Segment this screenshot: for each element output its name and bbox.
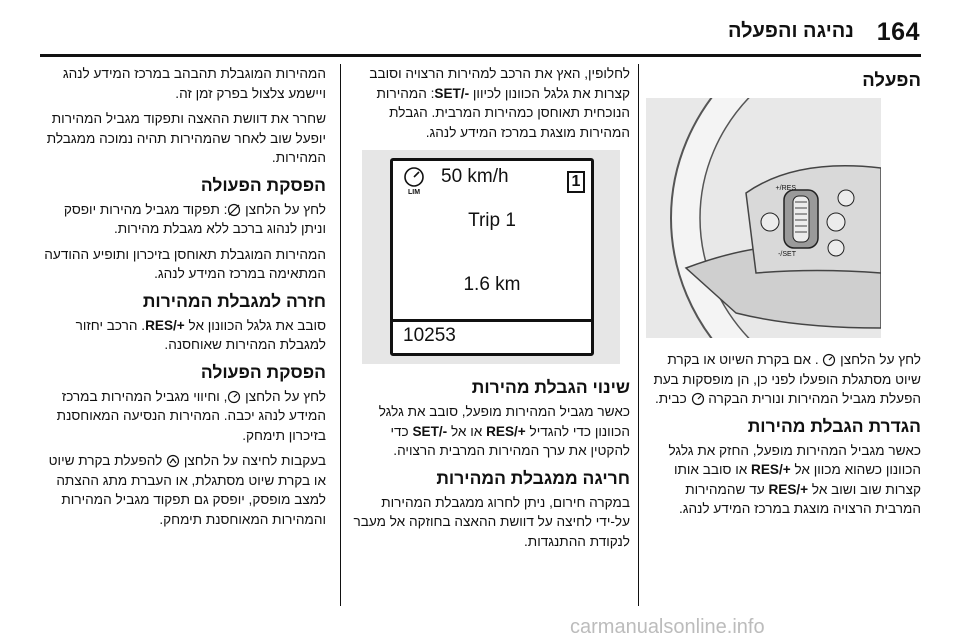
paragraph-deactivate: לחץ על הלחצן : תפקוד מגביל מהירות יופסק וניתן לנהוג ברכב ללא מגבלת מהירות. (63, 201, 326, 236)
chapter-title: נהיגה והפעלה (728, 20, 854, 42)
paragraph-resume: סובב את גלגל הכוונון אל RES/+. הרכב יחזור למגבלת המהירות שאוחסנה. (75, 317, 326, 352)
paragraph-stored-speed: המהירות המוגבלת תאוחסן בזיכרון ותופיע ההודעה המתאימה במרכז המידע לנהג. (44, 246, 326, 281)
column-divider-left (340, 64, 341, 606)
wheel-label-res: RES/+ (775, 185, 796, 192)
heading-deactivate: הפסקת הפעולה (200, 174, 326, 195)
display-distance: 1.6 km (463, 274, 521, 295)
cruise-control-icon (166, 454, 180, 468)
heading-deactivate-2: הפסקת הפעולה (200, 361, 326, 382)
steering-wheel-svg (646, 98, 881, 338)
display-screen (390, 158, 594, 356)
driver-information-display-illustration (362, 150, 620, 364)
heading-activation: הפעלה (862, 69, 921, 90)
right-column (646, 64, 921, 525)
paragraph-alternative-set: לחלופין, האץ את הרכב למהירות הרצויה וסובב קצרות את גלגל הכוונון לכיוון SET/-: המהירות הנוכחית תאוחסן כמהירות המרבית. הגבלת המהירות מוצגת במרכז המידע לנהג. (369, 66, 630, 140)
limiter-off-icon (227, 203, 241, 217)
paragraph-cruise-switch: בעקבות לחיצה על הלחצן להפעלת בקרת שיוט או בקרת שיוט מסתגלת, או העברת מתג ההצתה למצב מופסק, יופסק גם תפקוד מגביל המהירות והמהירות המאוחסנת תימחק. (48, 453, 326, 527)
header-rule (40, 54, 921, 57)
speed-limiter-icon (822, 353, 836, 367)
speed-limiter-button-icon (227, 390, 241, 404)
paragraph-activation: לחץ על הלחצן . אם בקרת השיוט או בקרת שיוט מסתגלת הופעלו לפני כן, הן מופסקות בעת הפעלת מגביל המהירות ונורית הבקרה כבית. (653, 352, 921, 406)
limiter-lim-icon (399, 165, 429, 195)
steering-wheel-illustration (646, 98, 881, 338)
display-odometer: 10253 (393, 319, 591, 353)
paragraph-exceed-limit: במקרה חירום, ניתן לחרוג ממגבלת המהירות על-ידי לחיצה על דוושת ההאצה בחוזקה אל מעבר לנקודת ההתנגדות. (353, 494, 630, 549)
heading-set-speed: הגדרת הגבלת מהירות (747, 415, 921, 436)
wheel-label-set: SET/- (778, 251, 796, 258)
column-divider-right (638, 64, 639, 606)
heading-exceed-limit: חריגה ממגבלת המהירות (436, 467, 630, 488)
lim-label: LIM (407, 189, 421, 195)
paragraph-set-speed: כאשר מגביל המהירות מופעל, החזק את גלגל הכוונון כשהוא מכוון אל RES/+ או סובב אותו קצרות שוב ושוב אל RES/+ עד שהמהירות המרבית הרצויה מוצגת במרכז המידע לנהג. (668, 442, 921, 516)
page-header (0, 0, 960, 56)
display-speed: 50 km/h (441, 166, 509, 187)
middle-column (352, 64, 630, 557)
display-trip: Trip 1 (468, 210, 516, 231)
display-gear: 1 (567, 171, 585, 193)
paragraph-flashing: המהירות המוגבלת תהבהב במרכז המידע לנהג ויישמע צלצול בפרק זמן זה. (62, 66, 326, 101)
heading-resume: חזרה למגבלת המהירות (142, 290, 326, 311)
page-number: 164 (876, 18, 920, 46)
speed-limiter-lamp-icon (691, 392, 705, 406)
paragraph-change-limit: כאשר מגביל המהירות מופעל, סובב את גלגל הכוונון כדי להגדיל RES/+ או אל SET/- כדי להקטין את ערך המהירות המרבית הרצויה. (378, 404, 630, 458)
paragraph-release-pedal: שחרר את דוושת ההאצה ותפקוד מגביל המהירות יופעל שוב לאחר שהמהירות תהיה נמוכה ממגבלת המהירות. (46, 111, 326, 165)
paragraph-deactivate-2: לחץ על הלחצן , וחיווי מגביל המהירות במרכז המידע לנהג יכבה. המהירות הנסיעה המאוחסנת בזיכרון תימחק. (56, 388, 326, 443)
left-column (40, 64, 326, 535)
watermark: carmanualsonline.info (570, 616, 765, 638)
heading-change-limit: שינוי הגבלת מהירות (471, 377, 630, 397)
